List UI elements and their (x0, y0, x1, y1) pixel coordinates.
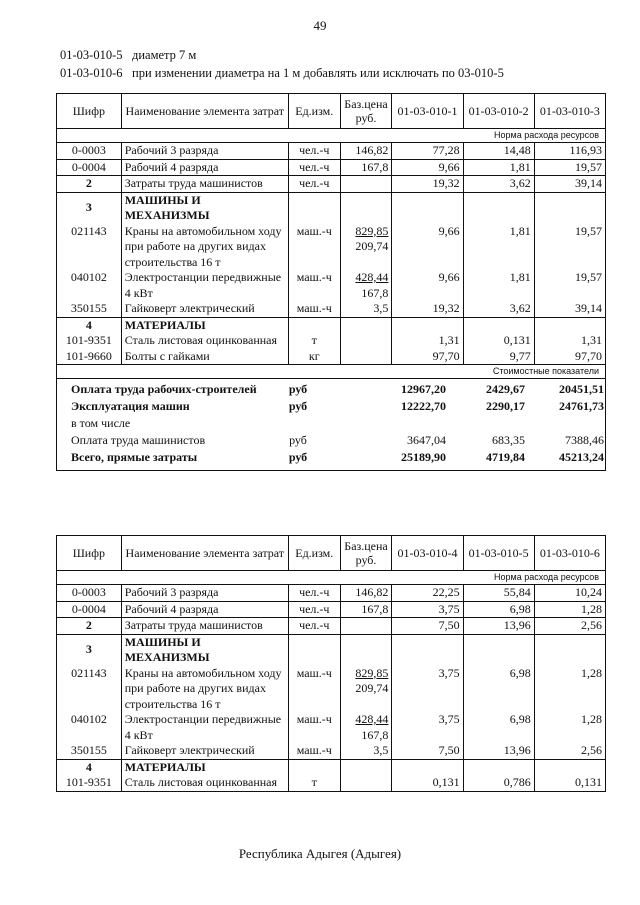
col-code-header: Шифр (57, 536, 122, 571)
cost-unit: руб (288, 450, 308, 464)
col-norm-header: 01-03-010-4 (392, 536, 463, 571)
col-code-header: Шифр (57, 94, 122, 129)
cost-value: 3647,04 (407, 433, 446, 447)
row-value: 0,786 (463, 775, 534, 791)
row-value: 9,77 (463, 349, 534, 365)
table-row (57, 143, 606, 160)
row-price: 146,82 (340, 585, 392, 602)
cost-value: 7388,46 (565, 433, 604, 447)
col-norm-header: 01-03-010-6 (534, 536, 605, 571)
cost-table (57, 381, 607, 466)
cost-unit: руб (289, 433, 307, 447)
header-code: 01-03-010-5 (60, 48, 123, 62)
row-name: Сталь листовая оцинкованная (121, 775, 288, 791)
row-value: 0,131 (463, 333, 534, 349)
cost-indicators-label: Стоимостные показатели (57, 365, 606, 379)
row-unit: кг (288, 349, 340, 365)
row-value: 55,84 (463, 585, 534, 602)
cost-name: Оплата труда машинистов (71, 433, 206, 447)
col-norm-header: 01-03-010-1 (392, 94, 463, 129)
row-name: Электростанции передвижные 4 кВт (121, 712, 288, 743)
cost-row (57, 432, 607, 449)
col-norm-header: 01-03-010-5 (463, 536, 534, 571)
row-name: Рабочий 3 разряда (121, 585, 288, 602)
header-line (60, 64, 504, 82)
row-code: 101-9351 (57, 333, 122, 349)
header-code: 01-03-010-6 (60, 66, 123, 80)
row-value: 2,56 (534, 618, 605, 635)
header-text: при изменении диаметра на 1 м добавлять или исключать по 03-010-5 (132, 66, 504, 80)
col-unit-header: Ед.изм. (288, 94, 340, 129)
row-price: 167,8 (340, 601, 392, 618)
row-value: 3,75 (392, 601, 463, 618)
price-top: 428,44 (355, 712, 389, 726)
row-value: 97,70 (534, 349, 605, 365)
row-value: 1,81 (463, 270, 534, 301)
cost-value: 683,35 (492, 433, 525, 447)
row-code: 021143 (57, 666, 122, 713)
price-bottom: 209,74 (355, 681, 389, 695)
table-row (57, 634, 606, 666)
row-value: 1,81 (463, 224, 534, 271)
row-name: Рабочий 4 разряда (121, 601, 288, 618)
row-value: 1,28 (534, 712, 605, 743)
row-name: Рабочий 3 разряда (121, 143, 288, 160)
page-footer: Республика Адыгея (Адыгея) (238, 846, 402, 861)
price-top: 829,85 (355, 223, 389, 238)
table-row (57, 224, 606, 271)
row-code: 350155 (57, 743, 122, 759)
table-row (57, 666, 606, 713)
col-norm-header: 01-03-010-3 (534, 94, 605, 129)
row-value: 1,28 (534, 666, 605, 713)
cost-value: 2290,17 (486, 399, 525, 413)
section-heading: МАТЕРИАЛЫ (121, 317, 288, 333)
cost-name: Оплата труда рабочих-строителей (71, 382, 257, 396)
table-row (57, 743, 606, 759)
section-row (57, 129, 606, 143)
row-name: Болты с гайками (121, 349, 288, 365)
resource-table-2 (56, 535, 606, 792)
cost-name: в том числе (71, 416, 131, 430)
row-unit: чел.-ч (288, 143, 340, 160)
row-value: 9,66 (392, 224, 463, 271)
resource-norm-label: Норма расхода ресурсов (57, 129, 606, 143)
row-price (340, 666, 392, 713)
row-unit: чел.-ч (288, 159, 340, 176)
row-name: Сталь листовая оцинкованная (121, 333, 288, 349)
row-code: 3 (57, 634, 122, 666)
cost-unit: руб (288, 382, 308, 396)
table-row (57, 159, 606, 176)
table-row (57, 618, 606, 635)
row-value: 1,28 (534, 601, 605, 618)
section-heading: МАШИНЫ И МЕХАНИЗМЫ (121, 192, 288, 224)
row-code: 101-9660 (57, 349, 122, 365)
row-value: 3,75 (392, 666, 463, 713)
row-price (340, 224, 392, 271)
table-header-row (57, 536, 606, 571)
table-row (57, 712, 606, 743)
row-unit: маш.-ч (288, 743, 340, 759)
cost-block (57, 379, 606, 471)
header-lines (60, 46, 504, 82)
row-price: 146,82 (340, 143, 392, 160)
row-code: 0-0004 (57, 601, 122, 618)
row-value: 1,31 (534, 333, 605, 349)
row-value: 2,56 (534, 743, 605, 759)
row-value: 19,57 (534, 224, 605, 271)
row-unit: т (288, 775, 340, 791)
row-code: 4 (57, 317, 122, 333)
cost-value: 4719,84 (486, 450, 525, 464)
table-row (57, 601, 606, 618)
row-value: 10,24 (534, 585, 605, 602)
table-row (57, 775, 606, 791)
row-price: 3,5 (340, 743, 392, 759)
row-unit: чел.-ч (288, 176, 340, 193)
row-code: 350155 (57, 301, 122, 317)
row-code: 3 (57, 192, 122, 224)
row-name: Затраты труда машинистов (121, 176, 288, 193)
row-code: 0-0003 (57, 143, 122, 160)
table-row (57, 585, 606, 602)
row-price (340, 176, 392, 193)
section-heading: МАТЕРИАЛЫ (121, 759, 288, 775)
cost-value: 25189,90 (401, 450, 446, 464)
row-unit: маш.-ч (288, 224, 340, 271)
row-value: 19,57 (534, 270, 605, 301)
table-row (57, 317, 606, 333)
row-name: Затраты труда машинистов (121, 618, 288, 635)
table-row (57, 333, 606, 349)
row-value: 6,98 (463, 712, 534, 743)
price-top: 428,44 (355, 270, 389, 284)
cost-value: 12222,70 (401, 399, 446, 413)
col-unit-header: Ед.изм. (288, 536, 340, 571)
row-name: Гайковерт электрический (121, 743, 288, 759)
cost-value: 45213,24 (559, 450, 604, 464)
row-value: 3,75 (392, 712, 463, 743)
cost-row (57, 415, 607, 432)
row-name: Краны на автомобильном ходу при работе на других видах строительства 16 т (121, 666, 288, 713)
price-bottom: 167,8 (361, 285, 389, 300)
table-row (57, 349, 606, 365)
cost-value: 2429,67 (486, 382, 525, 396)
row-code: 040102 (57, 712, 122, 743)
cost-value: 24761,73 (559, 399, 604, 413)
row-code: 2 (57, 618, 122, 635)
col-price-header: Баз.цена руб. (340, 536, 392, 571)
row-value: 19,32 (392, 176, 463, 193)
row-unit: чел.-ч (288, 618, 340, 635)
row-value: 77,28 (392, 143, 463, 160)
row-value: 6,98 (463, 666, 534, 713)
table-row (57, 270, 606, 301)
row-value: 13,96 (463, 743, 534, 759)
row-value: 0,131 (534, 775, 605, 791)
row-name: Электростанции передвижные 4 кВт (121, 270, 288, 301)
row-value: 9,66 (392, 270, 463, 301)
cost-value: 20451,51 (559, 382, 604, 396)
cost-row (57, 398, 607, 415)
row-value: 3,62 (463, 176, 534, 193)
row-value: 116,93 (534, 143, 605, 160)
resource-norm-label: Норма расхода ресурсов (57, 571, 606, 585)
row-value: 3,62 (463, 301, 534, 317)
header-line (60, 46, 504, 64)
header-text: диаметр 7 м (132, 48, 197, 62)
table-row (57, 176, 606, 193)
row-unit: маш.-ч (288, 712, 340, 743)
row-value: 1,81 (463, 159, 534, 176)
row-code: 0-0004 (57, 159, 122, 176)
section-row (57, 571, 606, 585)
row-value: 19,32 (392, 301, 463, 317)
row-name: Гайковерт электрический (121, 301, 288, 317)
section-row (57, 365, 606, 379)
row-price (340, 618, 392, 635)
row-name: Краны на автомобильном ходу при работе на других видах строительства 16 т (121, 224, 288, 271)
row-value: 13,96 (463, 618, 534, 635)
row-unit: маш.-ч (288, 666, 340, 713)
row-code: 0-0003 (57, 585, 122, 602)
row-price (340, 712, 392, 743)
table-row (57, 192, 606, 224)
price-bottom: 167,8 (361, 727, 389, 742)
price-top: 829,85 (355, 665, 389, 680)
cost-unit: руб (288, 399, 308, 413)
table-row (57, 759, 606, 775)
row-price (340, 270, 392, 301)
row-unit: чел.-ч (288, 585, 340, 602)
row-value: 9,66 (392, 159, 463, 176)
row-value: 7,50 (392, 743, 463, 759)
row-value: 0,131 (392, 775, 463, 791)
col-norm-header: 01-03-010-2 (463, 94, 534, 129)
row-unit: маш.-ч (288, 301, 340, 317)
col-price-header: Баз.цена руб. (340, 94, 392, 129)
row-unit: т (288, 333, 340, 349)
row-value: 39,14 (534, 176, 605, 193)
row-value: 19,57 (534, 159, 605, 176)
cost-name: Всего, прямые затраты (71, 450, 198, 464)
row-value: 6,98 (463, 601, 534, 618)
cost-row (57, 449, 607, 466)
page-number: 49 (313, 18, 327, 33)
col-name-header: Наименование элемента затрат (121, 94, 288, 129)
row-value: 97,70 (392, 349, 463, 365)
col-name-header: Наименование элемента затрат (121, 536, 288, 571)
row-value: 1,31 (392, 333, 463, 349)
row-value: 22,25 (392, 585, 463, 602)
price-bottom: 209,74 (355, 239, 389, 253)
cost-name: Эксплуатация машин (71, 399, 190, 413)
row-unit: маш.-ч (288, 270, 340, 301)
cost-value: 12967,20 (401, 382, 446, 396)
row-price: 3,5 (340, 301, 392, 317)
row-value: 39,14 (534, 301, 605, 317)
row-code: 4 (57, 759, 122, 775)
row-name: Рабочий 4 разряда (121, 159, 288, 176)
resource-table-1 (56, 93, 606, 471)
row-code: 2 (57, 176, 122, 193)
row-unit: чел.-ч (288, 601, 340, 618)
row-value: 14,48 (463, 143, 534, 160)
row-value: 7,50 (392, 618, 463, 635)
row-price: 167,8 (340, 159, 392, 176)
cost-row (57, 381, 607, 398)
row-code: 040102 (57, 270, 122, 301)
table-header-row (57, 94, 606, 129)
table-row (57, 301, 606, 317)
row-code: 101-9351 (57, 775, 122, 791)
section-heading: МАШИНЫ И МЕХАНИЗМЫ (121, 634, 288, 666)
row-code: 021143 (57, 224, 122, 271)
